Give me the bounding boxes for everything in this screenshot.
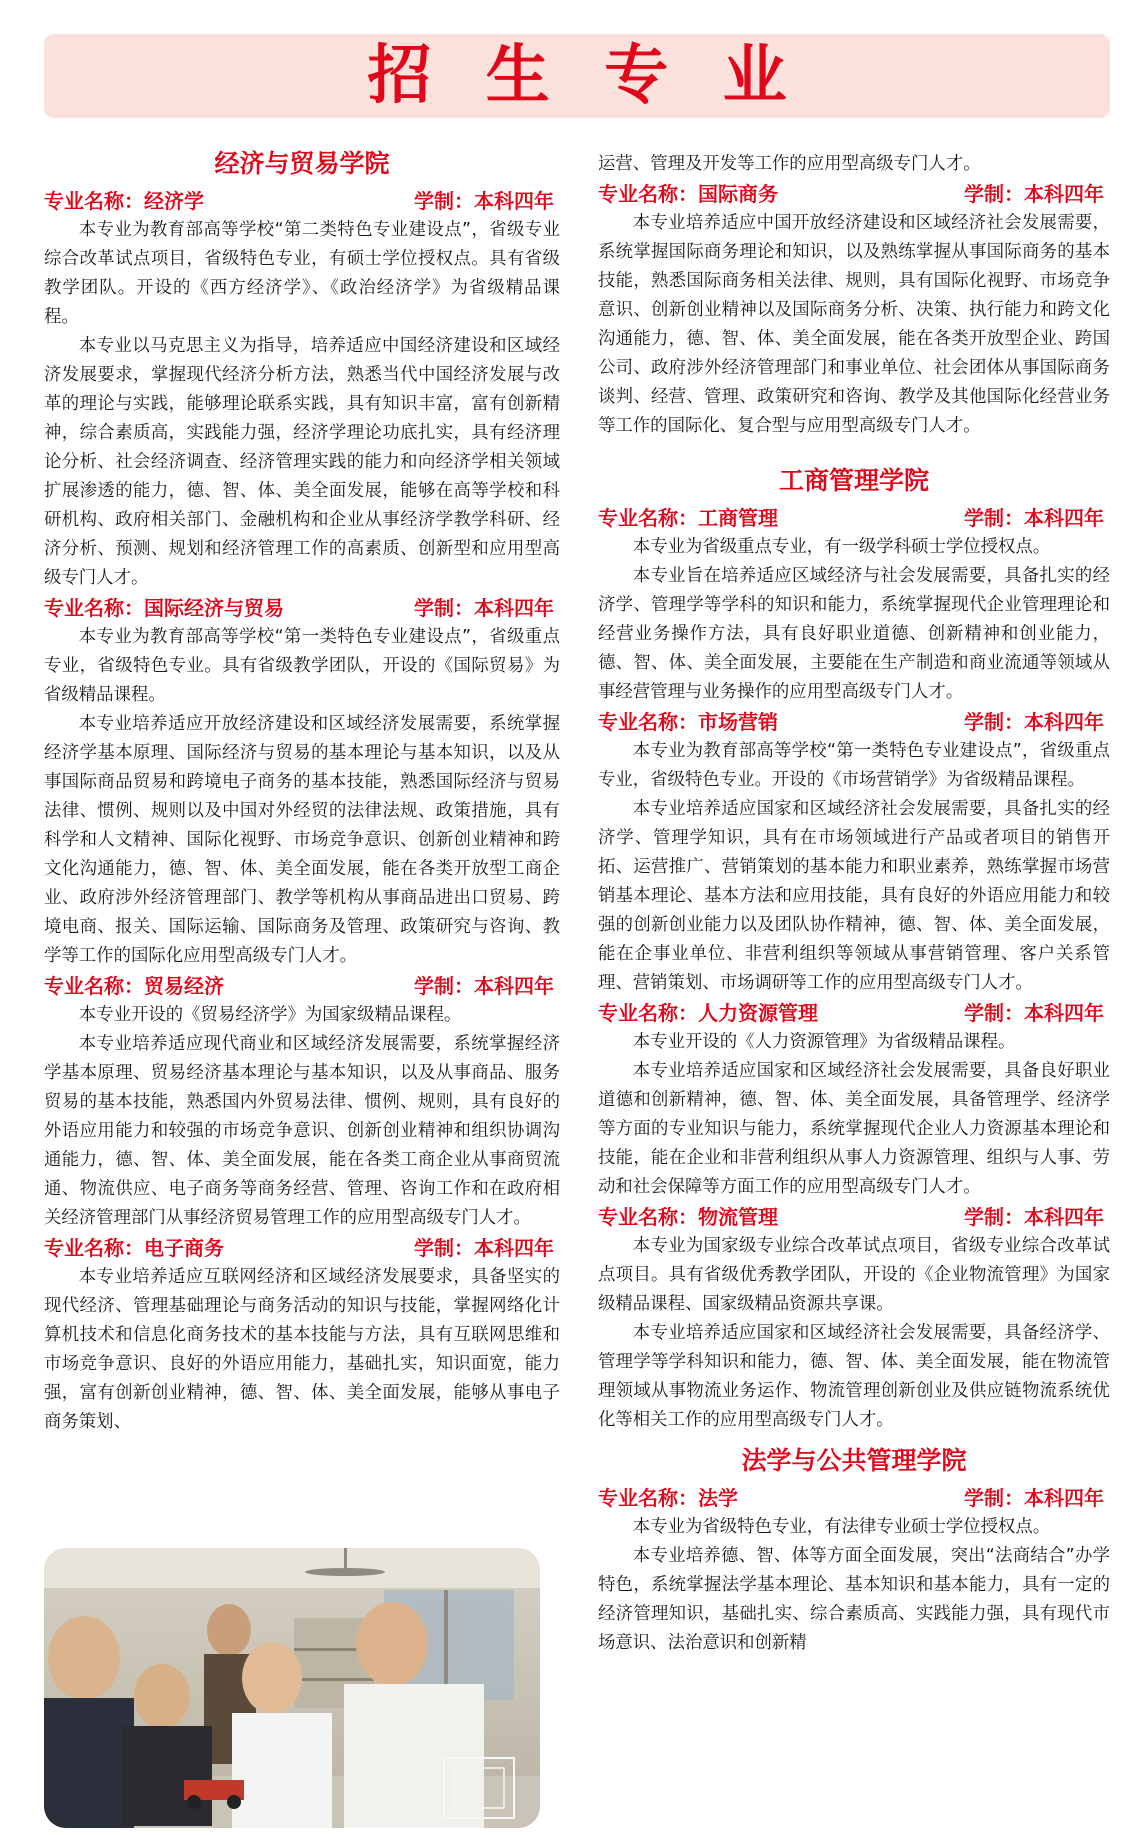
continued-paragraph: 运营、管理及开发等工作的应用型高级专门人才。 <box>598 154 981 174</box>
major-paragraph: 本专业培养适应开放经济建设和区域经济发展需要，系统掌握经济学基本原理、国际经济与贸易的基本理论与基本知识，以及从事国际商品贸易和跨境电子商务的基本技能，熟悉国际经济与贸易法律、惯例、规则以及中国对外经贸的法律法规、政策措施，具有科学和人文精神、国际化视野、市场竞争意识、创新创业精神和跨文化沟通能力，德、智、体、美全面发展，能在各类开放型工商企业、政府涉外经济管理部门、教学等机构从事商品进出口贸易、跨境电商、报关、国际运输、国际商务及管理、政策研究与咨询、教学等工作的国际化应用型高级专门人才。 <box>44 714 560 966</box>
major-duration: 学制：本科四年 <box>414 596 554 620</box>
students-photo <box>44 1548 540 1828</box>
major-paragraph: 本专业培养德、智、体等方面全面发展，突出“法商结合”办学特色，系统掌握法学基本理论、基本知识和基本能力，具有一定的经济管理知识，基础扎实、综合素质高、实践能力强，具有现代市场意识、法治意识和创新精 <box>598 1546 1110 1653</box>
major-header <box>598 707 1110 737</box>
major-header <box>44 1233 560 1263</box>
major-header <box>44 971 560 1001</box>
major-paragraph: 本专业开设的《人力资源管理》为省级精品课程。 <box>632 1032 1016 1052</box>
college-title: 法学与公共管理学院 <box>741 1446 967 1475</box>
major-paragraph: 本专业以马克思主义为指导，培养适应中国经济建设和区域经济发展要求，掌握现代经济分析方法，熟悉当代中国经济发展与改革的理论与实践，能够理论联系实践，具有知识丰富，富有创新精神，综合素质高，实践能力强，经济学理论功底扎实，具有经济理论分析、社会经济调查、经济管理实践的能力和向经济学相关领域扩展渗透的能力，德、智、体、美全面发展，能够在高等学校和科研机构、政府相关部门、金融机构和企业从事经济学教学科研、经济分析、预测、规划和经济管理工作的高素质、创新型和应用型高级专门人才。 <box>44 336 560 588</box>
major-paragraph: 本专业为国家级专业综合改革试点项目，省级专业综合改革试点项目。具有省级优秀教学团队，开设的《企业物流管理》为国家级精品课程、国家级精品资源共享课。 <box>598 1236 1110 1314</box>
major-paragraph: 本专业培养适应中国开放经济建设和区域经济社会发展需要，系统掌握国际商务理论和知识，以及熟练掌握从事国际商务的基本技能，熟悉国际商务相关法律、规则，具有国际化视野、市场竞争意识、创新创业精神以及国际商务分析、决策、执行能力和跨文化沟通能力，德、智、体、美全面发展，能在各类开放型企业、跨国公司、政府涉外经济管理部门和事业单位、社会团体从事国际商务谈判、经营、管理、政策研究和咨询、教学及其他国际化经营业务等工作的国际化、复合型与应用型高级专门人才。 <box>598 213 1110 436</box>
major-header <box>598 998 1110 1028</box>
header-banner <box>44 34 1110 118</box>
major-header <box>44 186 560 216</box>
major-duration: 学制：本科四年 <box>414 189 554 213</box>
major-duration: 学制：本科四年 <box>964 182 1104 206</box>
college-title: 经济与贸易学院 <box>214 149 390 178</box>
major-paragraph: 本专业培养适应互联网经济和区域经济发展要求，具备坚实的现代经济、管理基础理论与商务活动的知识与技能，掌握网络化计算机技术和信息化商务技术的基本技能与方法，具有互联网思维和市场竞争意识、良好的外语应用能力，基础扎实，知识面宽，能力强，富有创新创业精神，德、智、体、美全面发展，能够从事电子商务策划、 <box>44 1267 560 1432</box>
major-header <box>598 1483 1110 1513</box>
major-duration: 学制：本科四年 <box>964 710 1104 734</box>
major-name: 专业名称：国际商务 <box>598 182 778 206</box>
major-paragraph: 本专业培养适应国家和区域经济社会发展需要，具备良好职业道德和创新精神，德、智、体、美全面发展，具备管理学、经济学等方面的专业知识与能力，系统掌握现代企业人力资源基本理论和技能，能在企业和非营利组织从事人力资源管理、组织与人事、劳动和社会保障等方面工作的应用型高级专门人才。 <box>598 1061 1110 1197</box>
major-paragraph: 本专业为省级重点专业，有一级学科硕士学位授权点。 <box>632 537 1051 557</box>
major-duration: 学制：本科四年 <box>964 506 1104 530</box>
major-duration: 学制：本科四年 <box>964 1205 1104 1229</box>
right-column <box>598 150 1110 1658</box>
major-paragraph: 本专业培养适应现代商业和区域经济发展需要，系统掌握经济学基本原理、贸易经济基本理论与基本知识，以及从事商品、服务贸易的基本技能，熟悉国内外贸易法律、惯例、规则，具有良好的外语应用能力和较强的市场竞争意识、创新创业精神和组织协调沟通能力，德、智、体、美全面发展，能在各类工商企业从事商贸流通、物流供应、电子商务等商务经营、管理、咨询工作和在政府相关经济管理部门从事经济贸易管理工作的应用型高级专门人才。 <box>44 1034 560 1228</box>
page-title: 招生专业 <box>367 39 841 113</box>
major-paragraph: 本专业为教育部高等学校“第二类特色专业建设点”，省级专业综合改革试点项目，省级特色专业，有硕士学位授权点。具有省级教学团队。开设的《西方经济学》、《政治经济学》为省级精品课程。 <box>44 220 560 327</box>
major-name: 专业名称：法学 <box>598 1486 738 1510</box>
major-header <box>598 179 1110 209</box>
major-paragraph: 本专业为教育部高等学校“第一类特色专业建设点”，省级重点专业，省级特色专业。开设的《市场营销学》为省级精品课程。 <box>598 741 1110 790</box>
major-paragraph: 本专业培养适应国家和区域经济社会发展需要，具备经济学、管理学等学科知识和能力，德、智、体、美全面发展，能在物流管理领域从事物流业务运作、物流管理创新创业及供应链物流系统优化等相关工作的应用型高级专门人才。 <box>598 1323 1110 1430</box>
major-duration: 学制：本科四年 <box>964 1486 1104 1510</box>
major-paragraph: 本专业开设的《贸易经济学》为国家级精品课程。 <box>78 1005 462 1025</box>
major-header <box>598 503 1110 533</box>
major-name: 专业名称：市场营销 <box>598 710 778 734</box>
major-paragraph: 本专业培养适应国家和区域经济社会发展需要，具备扎实的经济学、管理学知识，具有在市场领域进行产品或者项目的销售开拓、运营推广、营销策划的基本能力和职业素养，熟练掌握市场营销基本理论、基本方法和应用技能，具有良好的外语应用能力和较强的创新创业能力以及团队协作精神，德、智、体、美全面发展，能在企事业单位、非营利组织等领域从事营销管理、客户关系管理、营销策划、市场调研等工作的应用型高级专门人才。 <box>598 799 1110 993</box>
major-header <box>598 1202 1110 1232</box>
major-name: 专业名称：电子商务 <box>44 1236 224 1260</box>
major-duration: 学制：本科四年 <box>964 1001 1104 1025</box>
college-title: 工商管理学院 <box>778 466 929 495</box>
major-name: 专业名称：工商管理 <box>598 506 778 530</box>
left-column <box>44 146 560 1437</box>
major-name: 专业名称：经济学 <box>44 189 204 213</box>
major-duration: 学制：本科四年 <box>414 974 554 998</box>
major-header <box>44 593 560 623</box>
major-name: 专业名称：人力资源管理 <box>598 1001 818 1025</box>
major-paragraph: 本专业为省级特色专业，有法律专业硕士学位授权点。 <box>632 1517 1051 1537</box>
major-name: 专业名称：贸易经济 <box>44 974 224 998</box>
students-lab-illustration <box>44 1548 540 1828</box>
major-paragraph: 本专业为教育部高等学校“第一类特色专业建设点”，省级重点专业，省级特色专业。具有省级教学团队，开设的《国际贸易》为省级精品课程。 <box>44 627 560 705</box>
major-paragraph: 本专业旨在培养适应区域经济与社会发展需要，具备扎实的经济学、管理学等学科的知识和能力，系统掌握现代企业管理理论和经营业务操作方法，具有良好职业道德、创新精神和创业能力，德、智、体、美全面发展，主要能在生产制造和商业流通等领域从事经营管理与业务操作的应用型高级专门人才。 <box>598 566 1110 702</box>
major-name: 专业名称：国际经济与贸易 <box>44 596 284 620</box>
major-name: 专业名称：物流管理 <box>598 1205 778 1229</box>
major-duration: 学制：本科四年 <box>414 1236 554 1260</box>
